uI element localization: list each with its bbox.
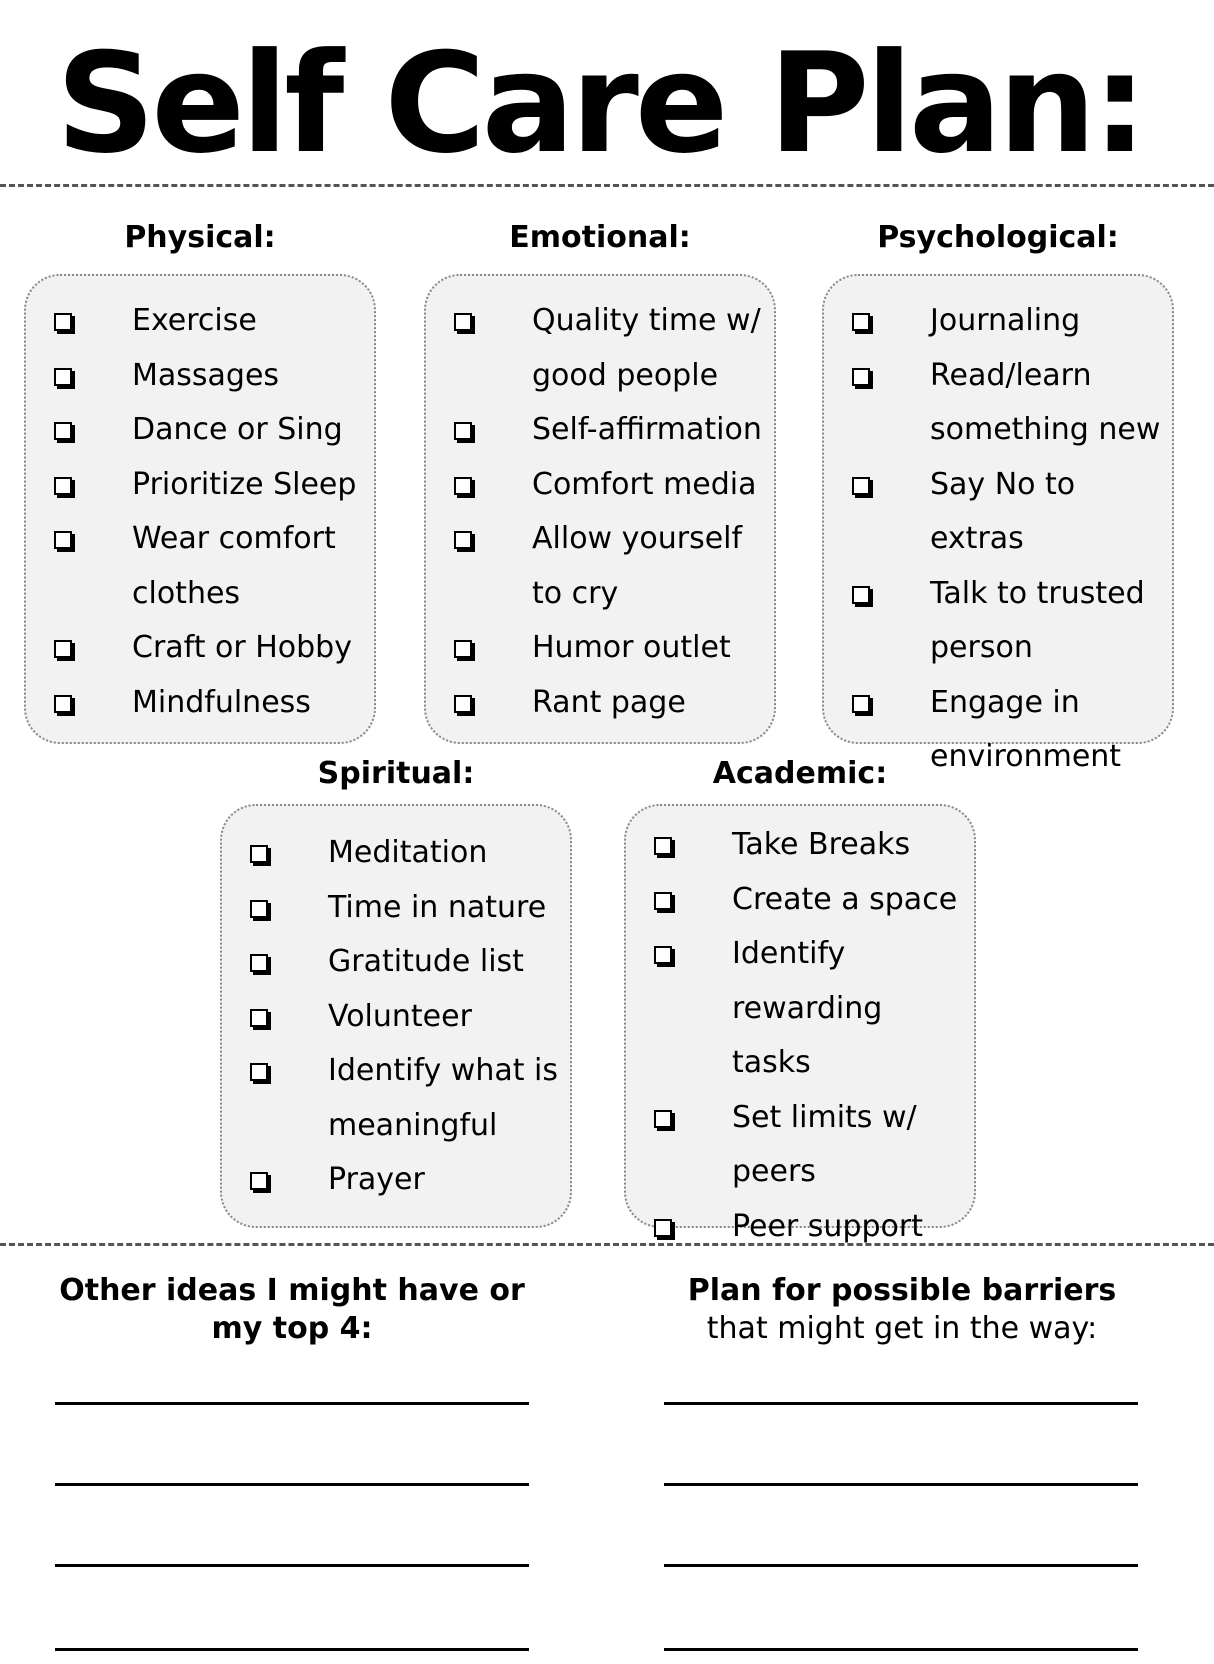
barriers-line[interactable] <box>664 1483 1138 1486</box>
checklist-item-label: Mindfulness <box>132 684 311 720</box>
checklist-item-label: Massages <box>132 357 280 393</box>
checkbox-icon[interactable] <box>454 422 472 440</box>
checkbox-icon[interactable] <box>852 368 870 386</box>
checklist-item-label: Wear comfort clothes <box>132 521 336 611</box>
checkbox-icon[interactable] <box>250 1009 268 1027</box>
checkbox-icon[interactable] <box>250 900 268 918</box>
checklist-item-label: Gratitude list <box>328 944 524 979</box>
checklist-item-label: Dance or Sing <box>132 412 343 447</box>
checklist-item-label: Identify rewarding tasks <box>732 936 883 1080</box>
checklist-item[interactable] <box>50 621 364 676</box>
checklist-item-label: Self-affirmation <box>532 412 762 447</box>
checklist-item-label: Prayer <box>328 1162 425 1197</box>
checklist-item[interactable] <box>450 676 764 731</box>
physical-heading: Physical: <box>124 220 276 255</box>
other-ideas-heading: Other ideas I might have or my top 4: <box>59 1273 525 1346</box>
checkbox-icon[interactable] <box>654 1219 672 1237</box>
spiritual-card <box>220 804 572 1228</box>
checklist-item[interactable] <box>50 676 364 731</box>
checklist-item-label: Set limits w/ peers <box>732 1099 917 1189</box>
checkbox-icon[interactable] <box>54 695 72 713</box>
checklist-item-label: Read/learn something new <box>930 357 1161 447</box>
checkbox-icon[interactable] <box>852 586 870 604</box>
barriers-line[interactable] <box>664 1402 1138 1405</box>
checkbox-icon[interactable] <box>250 1063 268 1081</box>
psychological-list <box>848 294 1162 785</box>
checkbox-icon[interactable] <box>250 954 268 972</box>
academic-heading: Academic: <box>712 756 888 791</box>
checklist-item-label: Craft or Hobby <box>132 630 352 665</box>
checklist-item-label: Allow yourself to cry <box>532 521 743 611</box>
academic-list <box>650 818 964 1254</box>
checkbox-icon[interactable] <box>54 313 72 331</box>
checklist-item[interactable] <box>50 458 364 513</box>
checklist-item[interactable] <box>450 512 764 621</box>
checklist-item-label: Comfort media <box>532 466 757 502</box>
checkbox-icon[interactable] <box>454 531 472 549</box>
checkbox-icon[interactable] <box>454 695 472 713</box>
checkbox-icon[interactable] <box>654 1110 672 1128</box>
checklist-item[interactable] <box>246 1044 560 1153</box>
checkbox-icon[interactable] <box>54 531 72 549</box>
other-ideas-line[interactable] <box>55 1648 529 1651</box>
checkbox-icon[interactable] <box>454 313 472 331</box>
checklist-item[interactable] <box>650 873 964 928</box>
checklist-item-label: Say No to extras <box>930 466 1076 556</box>
checkbox-icon[interactable] <box>54 477 72 495</box>
checkbox-icon[interactable] <box>454 640 472 658</box>
checklist-item[interactable] <box>246 935 560 990</box>
checklist-item[interactable] <box>50 349 364 404</box>
checkbox-icon[interactable] <box>852 313 870 331</box>
checklist-item-label: Take Breaks <box>732 827 911 862</box>
checklist-item[interactable] <box>50 403 364 458</box>
psychological-card <box>822 274 1174 774</box>
top-divider <box>0 184 1214 187</box>
checklist-item[interactable] <box>848 458 1162 567</box>
barriers-heading-bold: Plan for possible barriers <box>687 1273 1117 1308</box>
checklist-item[interactable] <box>650 818 964 873</box>
spiritual-heading: Spiritual: <box>317 756 475 791</box>
checklist-item[interactable] <box>450 403 764 458</box>
emotional-heading: Emotional: <box>509 220 691 255</box>
checklist-item[interactable] <box>848 349 1162 458</box>
checklist-item[interactable] <box>650 1091 964 1200</box>
physical-list <box>50 294 364 730</box>
barriers-heading <box>660 1272 1144 1348</box>
academic-card <box>624 804 976 1244</box>
checklist-item[interactable] <box>450 621 764 676</box>
checklist-item-label: Prioritize Sleep <box>132 466 357 502</box>
checklist-item[interactable] <box>246 826 560 881</box>
checklist-item[interactable] <box>50 294 364 349</box>
emotional-card <box>424 274 776 744</box>
checkbox-icon[interactable] <box>54 640 72 658</box>
checkbox-icon[interactable] <box>54 422 72 440</box>
checkbox-icon[interactable] <box>852 477 870 495</box>
checklist-item-label: Journaling <box>930 303 1081 338</box>
barriers-heading-rest: that might get in the way: <box>706 1311 1098 1346</box>
checklist-item[interactable] <box>848 567 1162 676</box>
checkbox-icon[interactable] <box>654 892 672 910</box>
checklist-item-label: Meditation <box>328 835 488 870</box>
checklist-item-label: Time in nature <box>328 889 547 925</box>
bottom-divider <box>0 1243 1214 1246</box>
checklist-item[interactable] <box>650 927 964 1091</box>
checklist-item-label: Rant page <box>532 684 686 720</box>
checkbox-icon[interactable] <box>654 946 672 964</box>
other-ideas-line[interactable] <box>55 1564 529 1567</box>
checklist-item-label: Create a space <box>732 881 958 917</box>
checkbox-icon[interactable] <box>250 845 268 863</box>
checkbox-icon[interactable] <box>54 368 72 386</box>
checklist-item-label: Peer support <box>732 1208 923 1244</box>
emotional-list <box>450 294 764 730</box>
checklist-item[interactable] <box>450 458 764 513</box>
psychological-heading: Psychological: <box>877 220 1119 255</box>
checklist-item-label: Exercise <box>132 303 257 338</box>
checkbox-icon[interactable] <box>654 837 672 855</box>
checklist-item-label: Engage in environment <box>930 684 1122 774</box>
checklist-item-label: Quality time w/ good people <box>532 303 761 393</box>
checklist-item-label: Humor outlet <box>532 630 731 665</box>
checklist-item[interactable] <box>450 294 764 403</box>
spiritual-list <box>246 826 560 1208</box>
checklist-item[interactable] <box>246 881 560 936</box>
barriers-line[interactable] <box>664 1564 1138 1567</box>
page-title: Self Care Plan: <box>56 23 1144 184</box>
checklist-item-label: Talk to trusted person <box>930 575 1145 665</box>
other-ideas-line[interactable] <box>55 1402 529 1405</box>
checklist-item-label: Identify what is meaningful <box>328 1053 558 1143</box>
checklist-item[interactable] <box>246 1153 560 1208</box>
checklist-item[interactable] <box>246 990 560 1045</box>
checklist-item-label: Volunteer <box>328 998 472 1034</box>
checklist-item[interactable] <box>50 512 364 621</box>
checkbox-icon[interactable] <box>454 477 472 495</box>
other-ideas-line[interactable] <box>55 1483 529 1486</box>
physical-card <box>24 274 376 744</box>
checkbox-icon[interactable] <box>250 1172 268 1190</box>
barriers-line[interactable] <box>664 1648 1138 1651</box>
checklist-item[interactable] <box>848 294 1162 349</box>
checkbox-icon[interactable] <box>852 695 870 713</box>
